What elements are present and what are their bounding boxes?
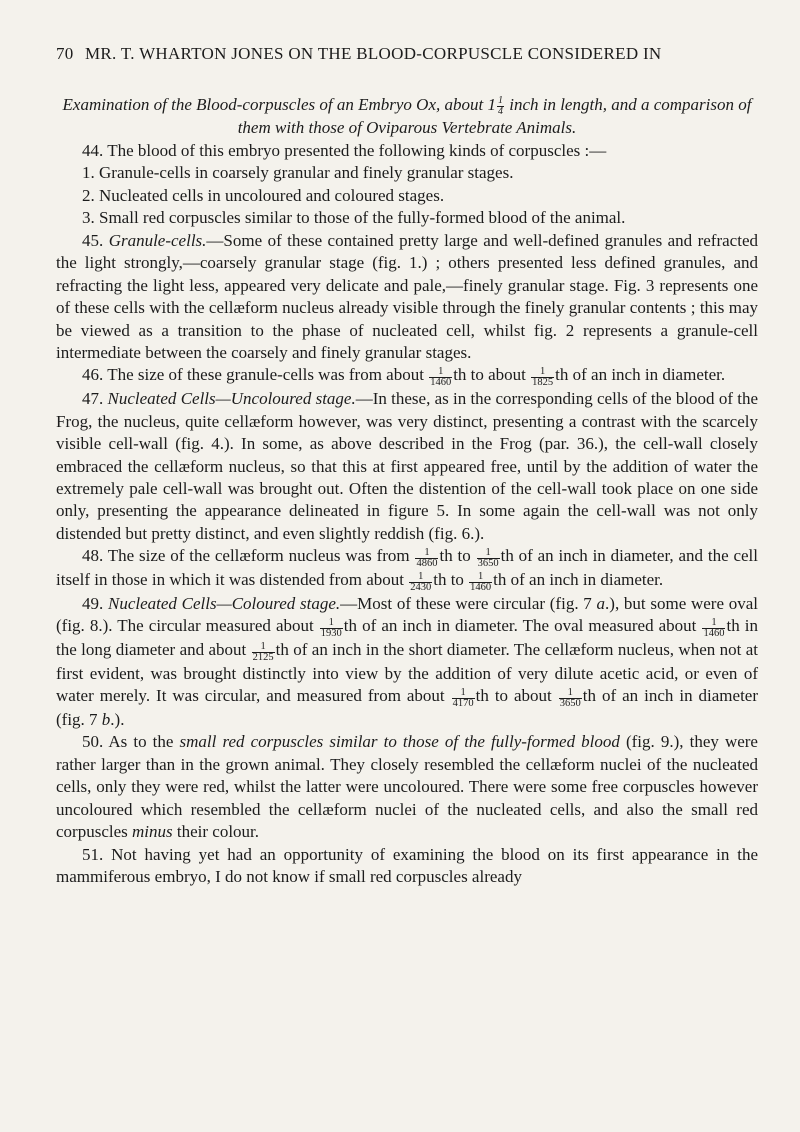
paragraph-46: 46. The size of these granule-cells was from about $\frac{1}{1460}$ th to about $\frac{1}{1825}$ th of an inch in diameter. (82, 365, 726, 389)
fraction: $\frac{1}{1460}$ (703, 616, 725, 639)
fraction: $\frac{1}{4860}$ (416, 547, 438, 570)
running-head: MR. T. WHARTON JONES ON THE BLOOD-CORPUSCLE CONSIDERED IN (85, 44, 662, 63)
fraction: $\frac{1}{3650}$ (559, 686, 581, 709)
paragraph-heading: Nucleated Cells—Uncoloured stage. (107, 389, 356, 409)
list-item: 2. Nucleated cells in uncoloured and coloured stages. (82, 185, 445, 205)
paragraph-49: 49. Nucleated Cells—Coloured stage.—Most of these were circular (fig. 7 a.), but some were oval (fig. 8.). The circular measured about $\frac{1}{1930}$ th of an inch in diameter. The oval measured about $\frac{1}{1460}$ th in the long diameter and about $\frac{1}{2125}$ th of an inch in the short diameter. The cellæform nucleus, when not at first evident, was brought distinctly into view by the addition of very dilute acetic acid, or even of water merely. It was circular, and measured from about $\frac{1}{4170}$ th to about $\frac{1}{3650}$ th of an inch in diameter (fig. 7 b.). (56, 593, 759, 729)
paragraph-51: 51. Not having yet had an opportunity of examining the blood on its first appearance in the mammiferous embryo, I do not know if small red corpuscles already (56, 844, 758, 887)
fraction: $\frac{1}{1460}$ (470, 570, 492, 593)
body-text (56, 94, 758, 889)
paragraph-50: 50. As to the small red corpuscles similar to those of the fully-formed blood (fig. 9.), they were rather larger than in the grown animal. They closely resembled the cellæform nuclei of the nucleated cells, only they were red, whilst the latter were uncoloured. There were some free corpuscles however uncoloured which resembled the cellæform nuclei of the nucleated cells, and also the small red corpuscles minus their colour. (56, 732, 758, 842)
title-fraction: $\frac{1}{4}$ (497, 94, 503, 117)
section-title: Examination of the Blood-corpuscles of an Embryo Ox, about 1 $\frac{1}{4}$ inch in length, and a comparison of them with those of Oviparous Vertebrate Animals. (62, 94, 752, 137)
fraction: $\frac{1}{2125}$ (252, 640, 274, 663)
paragraph-48: 48. The size of the cellæform nucleus was from $\frac{1}{4860}$ th to $\frac{1}{3650}$ th of an inch in diameter, and the cell itself in those in which it was distended from about $\frac{1}{2430}$ th to $\frac{1}{1460}$ th of an inch in diameter. (56, 546, 758, 593)
paragraph-44: 44. The blood of this embryo presented the following kinds of corpuscles :— (82, 140, 607, 160)
list-item: 1. Granule-cells in coarsely granular and finely granular stages. (82, 163, 514, 183)
paragraph-45: 45. Granule-cells.—Some of these contained pretty large and well-defined granules and refracted the light strongly,—coarsely granular stage (fig. 1.) ; others presented less defined granules, and refracting the light less, appeared very delicate and pale,—finely granular stage. Fig. 3 represents one of these cells with the cellæform nucleus already visible through the finely granular contents ; this may be viewed as a transition to the phase of nucleated cell, whilst fig. 2 represents a granule-cell intermediate between the coarsely and finely granular stages. (56, 230, 758, 363)
fraction: $\frac{1}{3650}$ (477, 547, 499, 570)
list-item: 3. Small red corpuscles similar to those of the fully-formed blood of the animal. (82, 208, 626, 228)
paragraph-47: 47. Nucleated Cells—Uncoloured stage.—In these, as in the corresponding cells of the blood of the Frog, the nucleus, quite cellæform however, was very distinct, presenting a contrast with the scarcely visible cell-wall (fig. 4.). In some, as above described in the Frog (par. 36.), the cell-wall closely embraced the cellæform nucleus, so that this at first appeared free, until by the addition of water the extremely pale cell-wall was brought out. Often the distention of the cell-wall took place on one side only, presenting the appearance delineated in figure 5. In some again the cell-wall was not only distended but pretty distinct, and even slightly reddish (fig. 6.). (56, 389, 758, 543)
page-number: 70 (56, 44, 74, 63)
fraction: $\frac{1}{1825}$ (532, 366, 554, 389)
fraction: $\frac{1}{2430}$ (410, 570, 432, 593)
paragraph-heading: Granule-cells. (108, 230, 207, 250)
fraction: $\frac{1}{1460}$ (430, 366, 452, 389)
paragraph-heading: Nucleated Cells—Coloured stage. (107, 593, 341, 613)
fraction: $\frac{1}{4170}$ (452, 686, 474, 709)
fraction: $\frac{1}{1930}$ (320, 616, 342, 639)
